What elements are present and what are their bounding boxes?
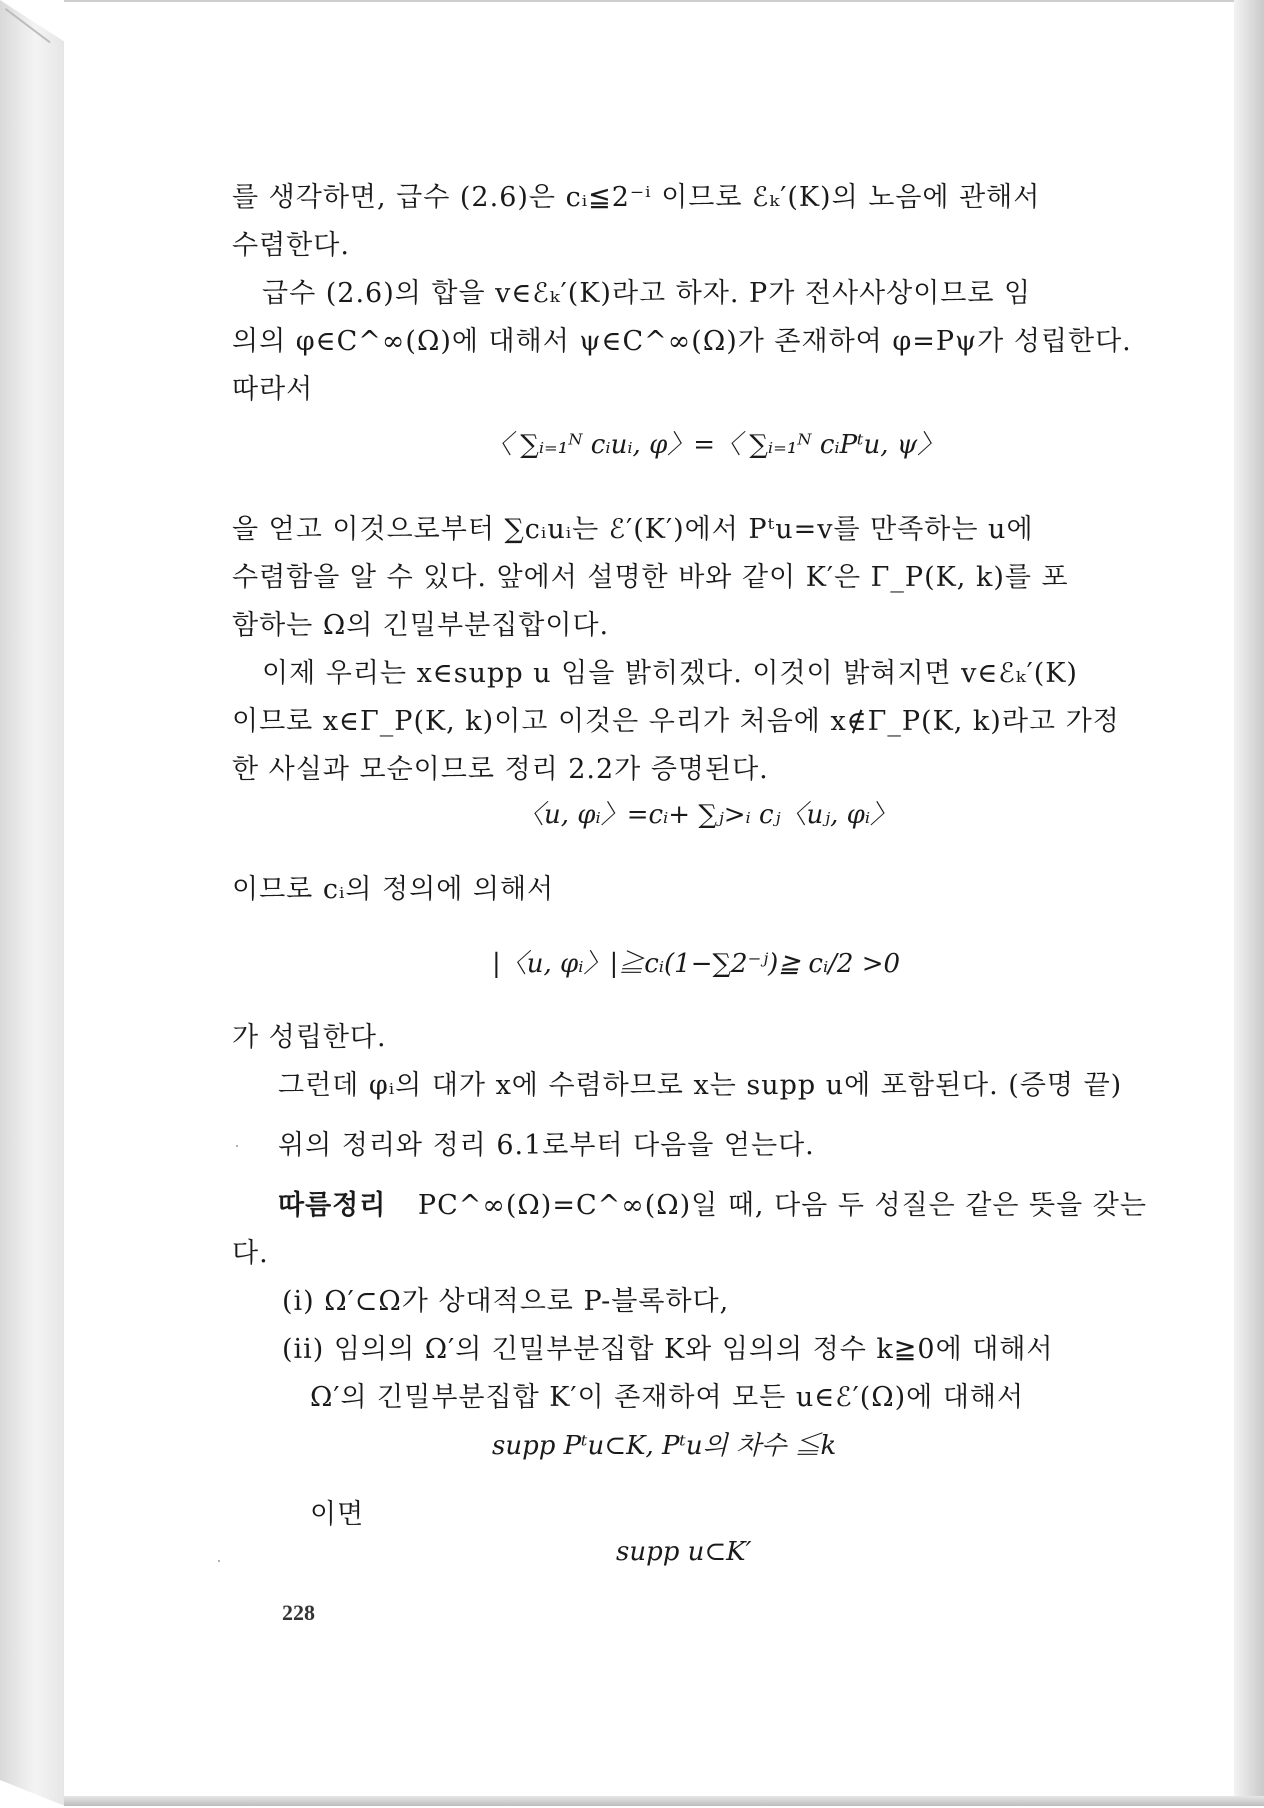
- text-line-9: 이제 우리는 x∈supp u 임을 밝히겠다. 이것이 밝혀지면 v∈ℰₖ′(K): [262, 658, 1078, 689]
- text-line-6: 을 얻고 이것으로부터 ∑cᵢuᵢ는 ℰ′(K′)에서 Pᵗu=v를 만족하는 u에: [232, 514, 1034, 545]
- corollary-line: [278, 1189, 1147, 1223]
- scan-speck: [218, 1560, 220, 1562]
- scan-speck: [236, 1145, 238, 1147]
- text-line-13: 가 성립한다.: [232, 1022, 387, 1053]
- text-line-15: 위의 정리와 정리 6.1로부터 다음을 얻는다.: [278, 1130, 815, 1161]
- book-spine-edge: [0, 0, 65, 1806]
- equation-5: supp u⊂K′: [616, 1537, 752, 1567]
- text-line-5: 따라서: [232, 374, 314, 405]
- equation-3: |〈u, φᵢ〉|≧cᵢ(1−∑2⁻ʲ)≧ cᵢ/2 >0: [492, 949, 901, 979]
- page-number: 228: [282, 1600, 315, 1625]
- corollary-statement: PC^∞(Ω)=C^∞(Ω)일 때, 다음 두 성질은 같은 뜻을 갖는: [417, 1190, 1147, 1221]
- corollary-label: 따름정리: [278, 1190, 387, 1221]
- condition-i: (i) Ω′⊂Ω가 상대적으로 P-블록하다,: [282, 1286, 730, 1317]
- condition-ii: (ii) 임의의 Ω′의 긴밀부분집합 K와 임의의 정수 k≧0에 대해서: [282, 1334, 1054, 1365]
- text-line-4: 의의 φ∈C^∞(Ω)에 대해서 ψ∈C^∞(Ω)가 존재하여 φ=Pψ가 성립한다.: [232, 326, 1132, 357]
- text-line-16: 다.: [232, 1238, 269, 1269]
- text-line-2: 수렴한다.: [232, 230, 350, 261]
- equation-1: 〈 ∑ᵢ₌₁ᴺ cᵢuᵢ, φ〉=〈 ∑ᵢ₌₁ᴺ cᵢPᵗu, ψ〉: [486, 430, 944, 460]
- text-line-1: 를 생각하면, 급수 (2.6)은 cᵢ≦2⁻ⁱ 이므로 ℰₖ′(K)의 노음에 관해서: [232, 182, 1041, 213]
- equation-4: supp Pᵗu⊂K, Pᵗu의 차수 ≦k: [492, 1431, 837, 1461]
- text-line-3: 급수 (2.6)의 합을 v∈ℰₖ′(K)라고 하자. P가 전사사상이므로 임: [262, 278, 1032, 309]
- text-line-7: 수렴함을 알 수 있다. 앞에서 설명한 바와 같이 K′은 Γ_P(K, k)를 포: [232, 562, 1069, 593]
- text-line-8: 함하는 Ω의 긴밀부분집합이다.: [232, 610, 610, 641]
- text-line-11: 한 사실과 모순이므로 정리 2.2가 증명된다.: [232, 754, 769, 785]
- equation-2: 〈u, φᵢ〉=cᵢ+ ∑ⱼ>ᵢ cⱼ〈uⱼ, φᵢ〉: [518, 800, 897, 830]
- condition-ii-cont: Ω′의 긴밀부분집합 K′이 존재하여 모든 u∈ℰ′(Ω)에 대해서: [310, 1382, 1025, 1413]
- text-line-14: 그런데 φᵢ의 대가 x에 수렴하므로 x는 supp u에 포함된다. (증명 끝): [278, 1070, 1123, 1101]
- text-line-10: 이므로 x∈Γ_P(K, k)이고 이것은 우리가 처음에 x∉Γ_P(K, k)라고 가정: [232, 706, 1120, 737]
- text-line-if: 이면: [310, 1499, 365, 1530]
- page-bottom-shadow: [64, 1796, 1264, 1806]
- page-right-shadow: [1234, 0, 1264, 1806]
- text-line-12: 이므로 cᵢ의 정의에 의해서: [232, 874, 555, 905]
